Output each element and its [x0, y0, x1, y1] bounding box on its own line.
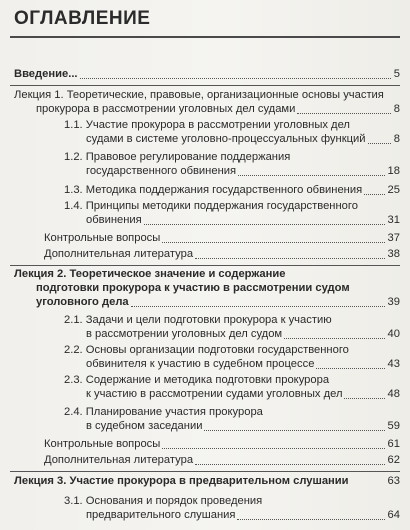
toc-entry-text: 2.2. Основы организации подготовки государственного — [64, 344, 349, 356]
toc-entry-text: Контрольные вопросы — [44, 232, 161, 244]
toc-entry-text: Введение... — [14, 68, 78, 80]
toc-page-number: 8 — [393, 103, 400, 115]
toc-page-number: 63 — [387, 475, 400, 487]
toc-entry-text: судами в системе уголовно-процессуальных функций — [86, 133, 366, 145]
toc-entry-text: Лекция 1. Теоретические, правовые, организационные основы участия — [14, 89, 384, 101]
dot-leader — [344, 398, 385, 399]
toc-page-number: 43 — [387, 358, 400, 370]
toc-page-number: 8 — [393, 133, 400, 145]
toc-page-number: 59 — [387, 420, 400, 432]
dot-leader — [364, 194, 385, 195]
dot-leader — [204, 430, 385, 431]
toc-page-number: 37 — [387, 232, 400, 244]
dot-leader — [316, 368, 385, 369]
dot-leader — [368, 143, 391, 144]
toc-page-number: 64 — [387, 509, 400, 521]
dot-leader — [284, 338, 385, 339]
toc-page-number: 38 — [387, 248, 400, 260]
toc-entry-text: обвинителя к участию в судебном процессе — [86, 358, 315, 370]
dot-leader — [162, 448, 385, 449]
toc-page-number: 39 — [387, 296, 400, 308]
toc-entry-text: 1.1. Участие прокурора в рассмотрении уголовных дел — [64, 119, 350, 131]
toc-page-number: 18 — [387, 165, 400, 177]
toc-page-number: 62 — [387, 454, 400, 466]
toc-entry-text: в судебном заседании — [86, 420, 203, 432]
toc-entry-text: 2.3. Содержание и методика подготовки прокурора — [64, 374, 330, 386]
toc-entry-text: государственного обвинения — [86, 165, 237, 177]
toc-entry-text: 2.1. Задачи и цели подготовки прокурора к участию — [64, 314, 332, 326]
dot-leader — [195, 258, 385, 259]
toc-entry-text: 1.3. Методика поддержания государственного обвинения — [64, 184, 363, 196]
title-rule — [10, 36, 400, 38]
toc-entry-text: предварительного слушания — [86, 509, 236, 521]
toc-page-number: 40 — [387, 328, 400, 340]
toc-page-number: 25 — [387, 184, 400, 196]
toc-entry-text: Дополнительная литература — [44, 454, 194, 466]
toc-page-number: 31 — [387, 214, 400, 226]
toc-page-number: 5 — [393, 68, 400, 80]
dot-leader — [195, 464, 385, 465]
toc-entry-text: подготовки прокурора к участию в рассмотрении судом — [36, 282, 350, 294]
toc-entry-text: 1.4. Принципы методики поддержания государственного — [64, 200, 358, 212]
toc-entry-text: 3.1. Основания и порядок проведения — [64, 495, 263, 507]
toc-entry-text: в рассмотрении уголовных дел судом — [86, 328, 283, 340]
section-divider — [10, 85, 400, 86]
toc-page-number: 48 — [387, 388, 400, 400]
toc-entry-text: 1.2. Правовое регулирование поддержания — [64, 151, 291, 163]
dot-leader — [131, 306, 385, 307]
page-title: ОГЛАВЛЕНИЕ — [14, 8, 151, 29]
dot-leader — [297, 113, 391, 114]
toc-entry-text: Контрольные вопросы — [44, 438, 161, 450]
toc-entry-text: обвинения — [86, 214, 142, 226]
dot-leader — [237, 519, 385, 520]
toc-entry-text: прокурора в рассмотрении уголовных дел судами — [36, 103, 296, 115]
dot-leader — [162, 242, 385, 243]
dot-leader — [144, 224, 385, 225]
toc-entry-text: 2.4. Планирование участия прокурора — [64, 406, 263, 418]
toc-entry-text: Дополнительная литература — [44, 248, 194, 260]
toc-entry-text: Лекция 3. Участие прокурора в предварительном слушании — [14, 475, 349, 487]
toc-entry-text: к участию в рассмотрении судами уголовных дел — [86, 388, 343, 400]
toc-page-number: 61 — [387, 438, 400, 450]
dot-leader — [238, 175, 385, 176]
section-divider — [10, 471, 400, 472]
toc-entry-text: Лекция 2. Теоретическое значение и содержание — [14, 268, 286, 280]
dot-leader — [80, 78, 391, 79]
toc-entry-text: уголовного дела — [36, 296, 129, 308]
section-divider — [10, 265, 400, 266]
